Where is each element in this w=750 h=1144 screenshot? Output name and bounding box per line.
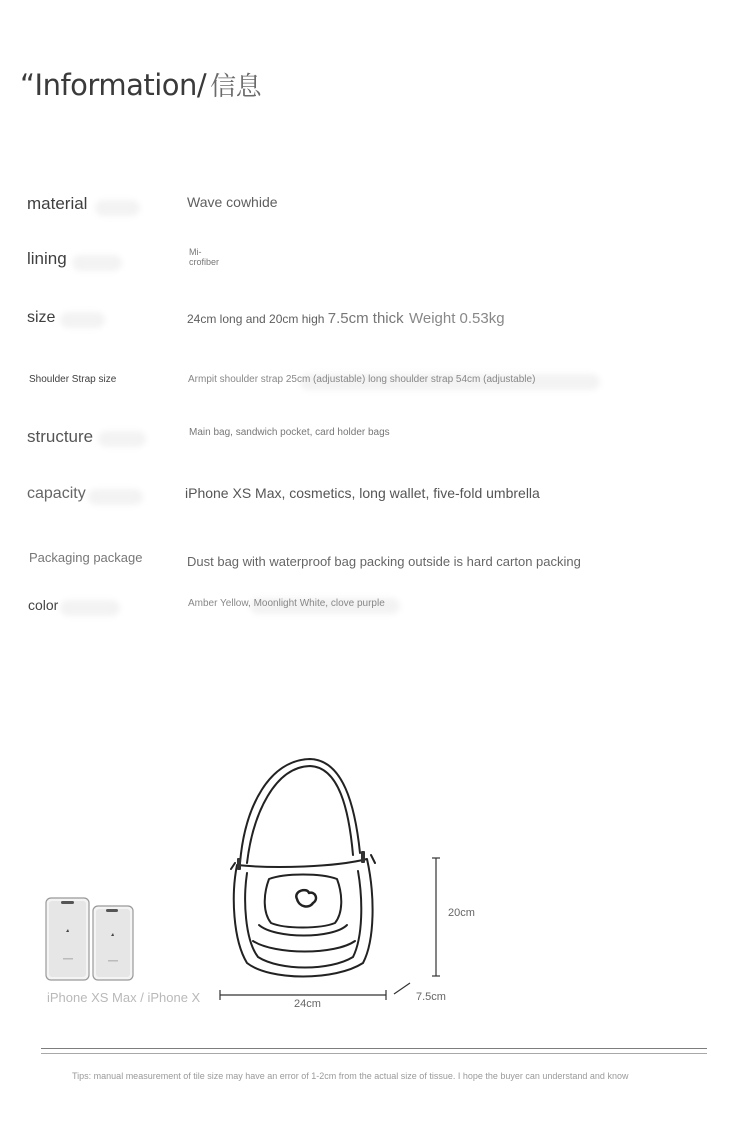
footer-divider [41,1048,707,1049]
spec-label-lining: lining [27,249,67,268]
spec-value-shoulder-strap: Armpit shoulder strap 25cm (adjustable) long shoulder strap 54cm (adjustable) [188,374,536,385]
depth-dimension-label: 7.5cm [416,991,446,1003]
phone-caption: iPhone XS Max / iPhone X [47,990,201,1005]
page-title [20,66,261,103]
spec-label-material: material [27,194,88,213]
spec-value-capacity: iPhone XS Max, cosmetics, long wallet, five-fold umbrella [185,485,540,501]
spec-value-color: Amber Yellow, Moonlight White, clove purple [188,598,385,609]
ghost-smudge [95,200,140,216]
spec-value-structure: Main bag, sandwich pocket, card holder bags [189,427,390,438]
measurement-tips: Tips: manual measurement of tile size may have an error of 1-2cm from the actual size of tissue. I hope the buyer can understand and know [72,1071,629,1081]
spec-label-size: size [27,309,56,326]
spec-label-shoulder-strap: Shoulder Strap size [29,374,117,385]
width-dimension-label: 24cm [294,998,321,1010]
size-weight: Weight 0.53kg [408,310,505,327]
iphone-x-icon [93,906,133,980]
spec-label-capacity: capacity [27,485,86,502]
dimension-lines [210,850,450,1010]
iphone-xs-max-icon [46,898,89,980]
size-thickness: 7.5cm thick [327,310,404,327]
ghost-smudge [98,431,146,447]
spec-label-packaging: Packaging package [29,550,143,565]
ghost-smudge [60,600,120,616]
spec-label-structure: structure [27,427,94,446]
phone-comparison-illustration [44,896,136,984]
ghost-smudge [60,312,105,328]
spec-value-size [187,310,505,327]
spec-value-lining: Mi- crofiber [189,247,220,267]
height-dimension-label: 20cm [448,907,475,919]
ghost-smudge [88,489,143,505]
footer-divider [41,1053,707,1054]
title-english: “Information/ [20,68,207,102]
title-chinese: 信息 [210,72,262,102]
size-dimensions: 24cm long and 20cm high [187,312,325,326]
spec-value-material: Wave cowhide [187,194,278,210]
spec-label-color: color [28,597,59,613]
ghost-smudge [72,255,122,271]
spec-value-packaging: Dust bag with waterproof bag packing outside is hard carton packing [187,554,581,569]
